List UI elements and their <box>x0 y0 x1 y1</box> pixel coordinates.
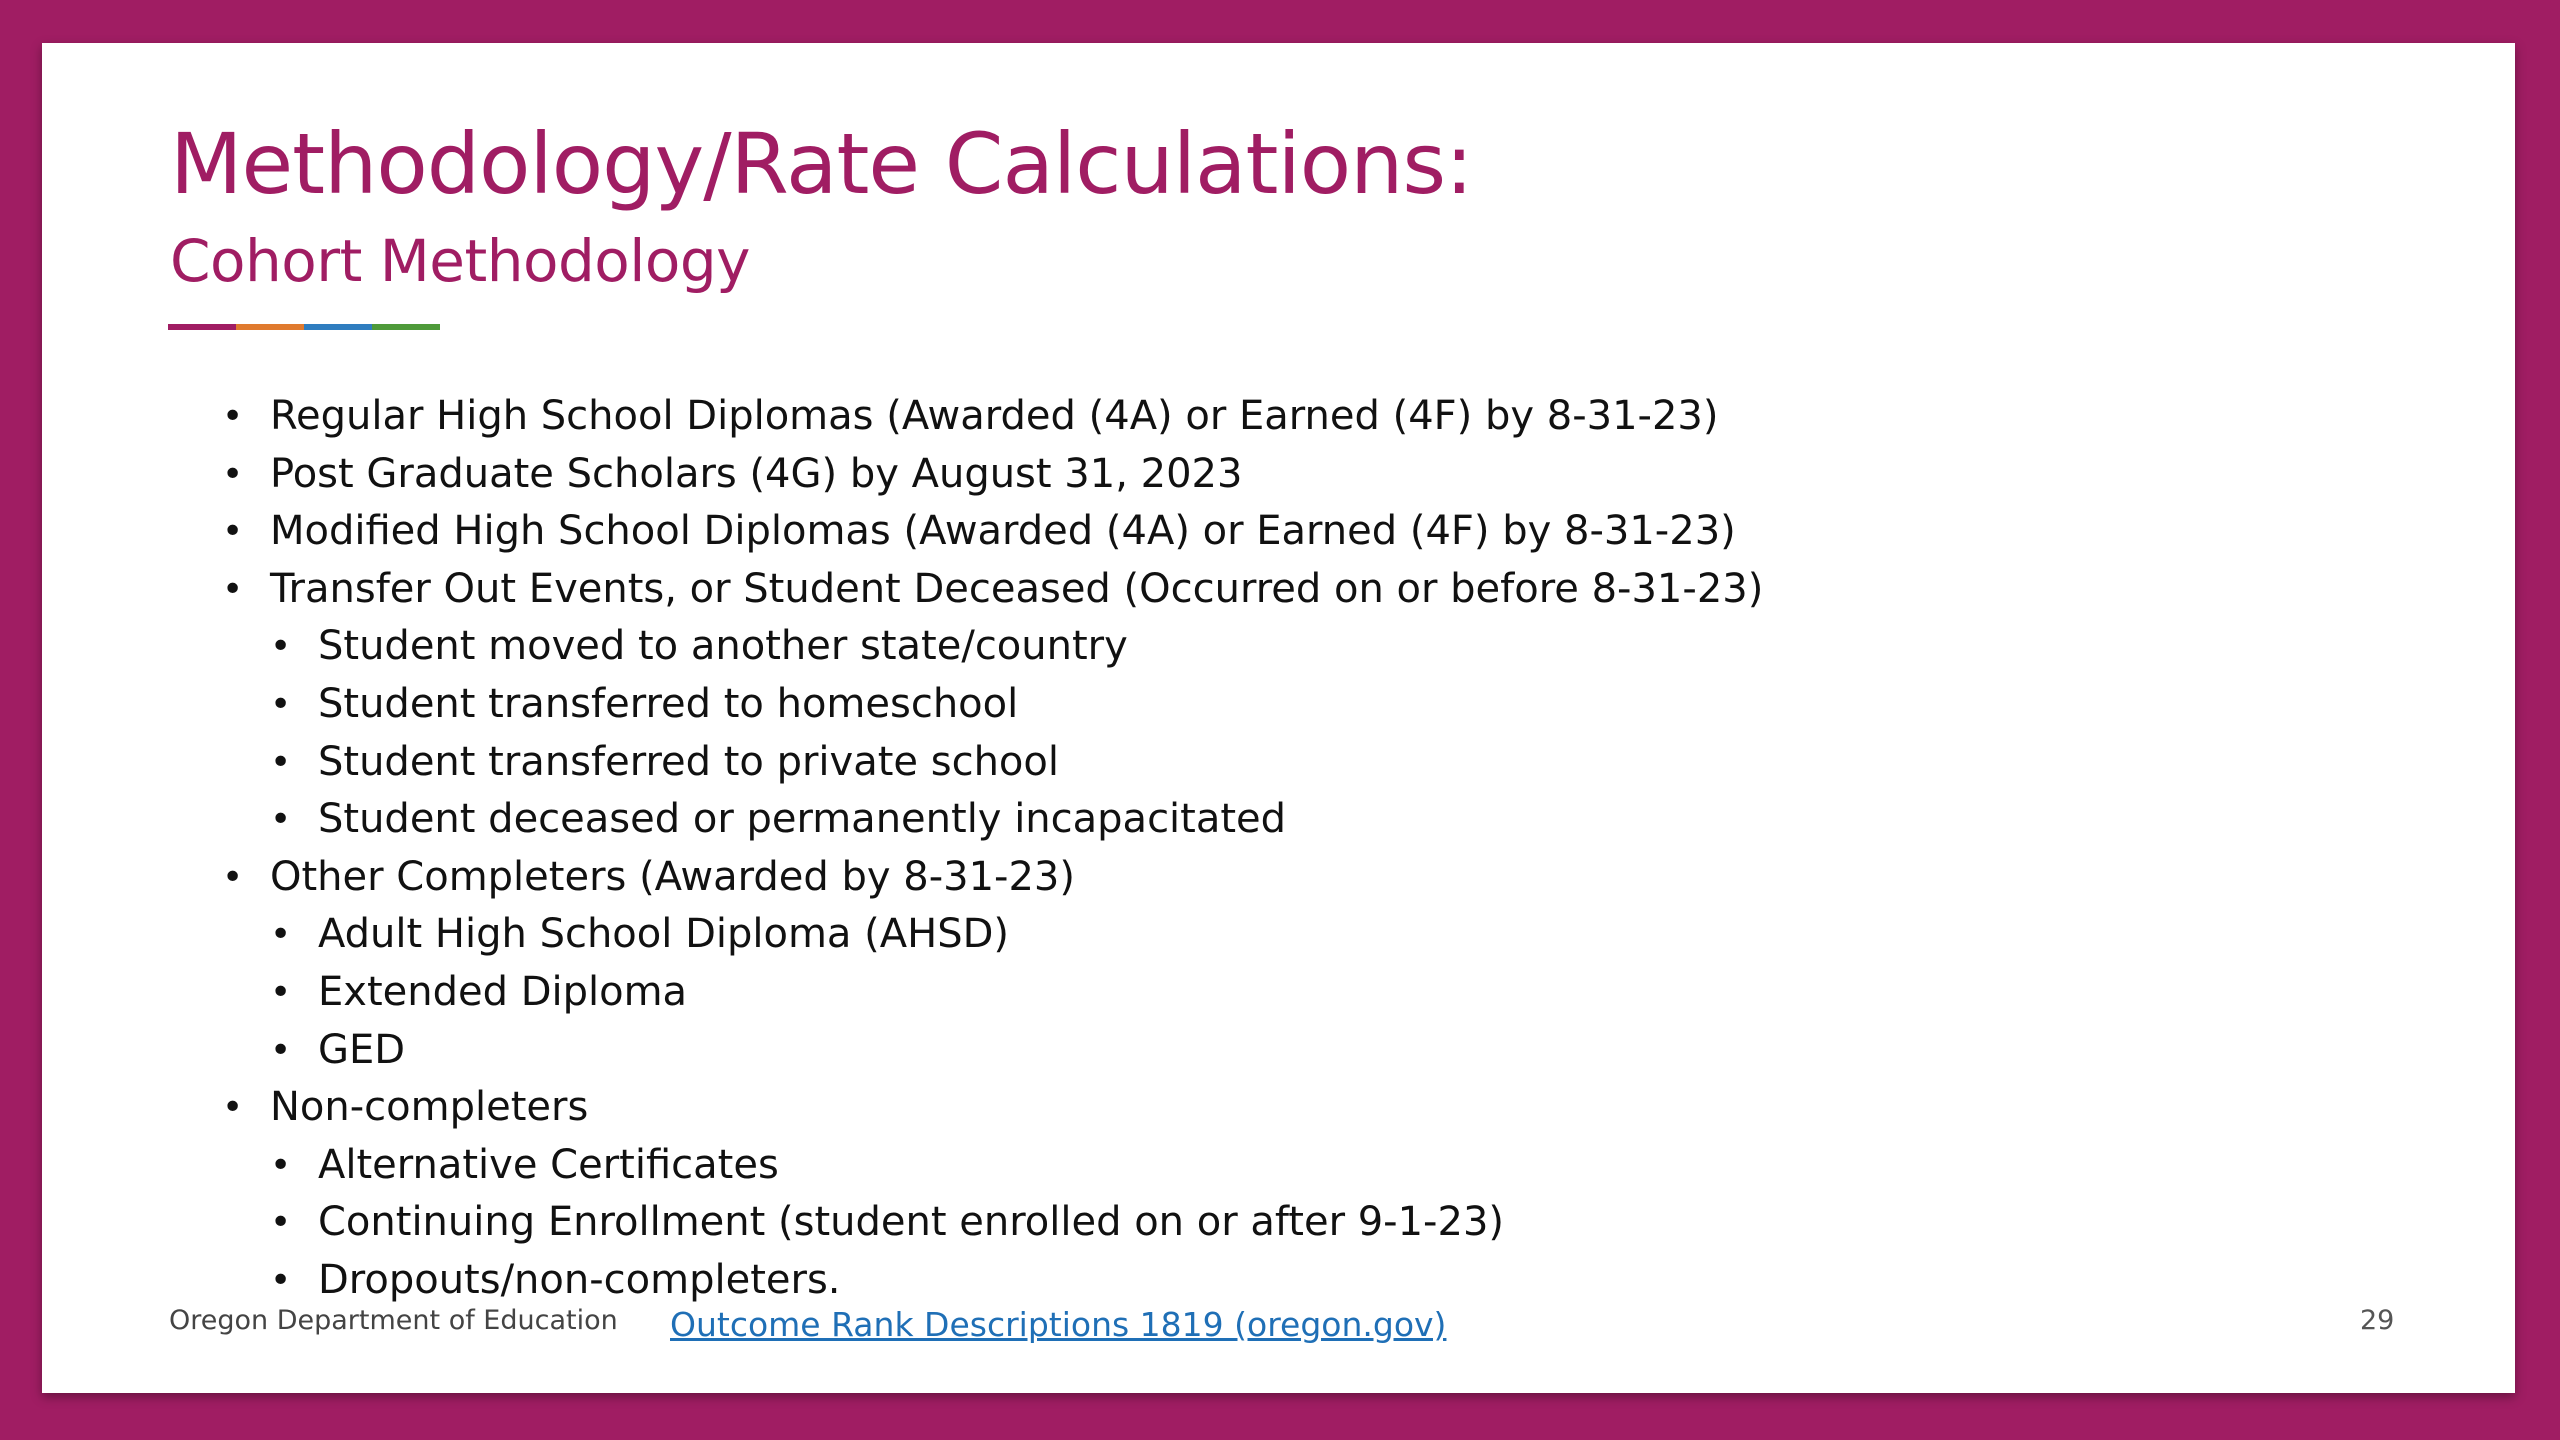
sub-bullet-item: • Adult High School Diploma (AHSD) <box>270 906 1763 964</box>
accent-segment-2 <box>236 324 304 330</box>
sub-bullet-item: • Student moved to another state/country <box>270 618 1763 676</box>
page-number: 29 <box>2360 1305 2395 1336</box>
sub-bullet-item: • Student deceased or permanently incapacitated <box>270 791 1763 849</box>
sub-bullet-item: • Dropouts/non-completers. <box>270 1252 1763 1310</box>
footer-organization: Oregon Department of Education <box>169 1305 618 1336</box>
footer-link[interactable]: Outcome Rank Descriptions 1819 (oregon.gov) <box>670 1305 1447 1344</box>
bullet-item: • Transfer Out Events, or Student Deceased (Occurred on or before 8-31-23) <box>222 561 1763 619</box>
bullet-list <box>222 388 1763 1310</box>
slide-title: Methodology/Rate Calculations: <box>170 115 1473 213</box>
accent-segment-3 <box>304 324 372 330</box>
sub-bullet-item: • Alternative Certificates <box>270 1137 1763 1195</box>
slide <box>42 43 2515 1393</box>
accent-segment-1 <box>168 324 236 330</box>
bullet-item: • Modified High School Diplomas (Awarded (4A) or Earned (4F) by 8-31-23) <box>222 503 1763 561</box>
bullet-item: • Regular High School Diplomas (Awarded (4A) or Earned (4F) by 8-31-23) <box>222 388 1763 446</box>
sub-bullet-item: • Continuing Enrollment (student enrolled on or after 9-1-23) <box>270 1194 1763 1252</box>
sub-bullet-item: • Student transferred to homeschool <box>270 676 1763 734</box>
title-accent-bar <box>168 324 440 330</box>
slide-subtitle: Cohort Methodology <box>170 227 751 295</box>
sub-bullet-item: • GED <box>270 1022 1763 1080</box>
accent-segment-4 <box>372 324 440 330</box>
sub-bullet-item: • Extended Diploma <box>270 964 1763 1022</box>
bullet-item: • Post Graduate Scholars (4G) by August 31, 2023 <box>222 446 1763 504</box>
bullet-item: • Other Completers (Awarded by 8-31-23) <box>222 849 1763 907</box>
sub-bullet-item: • Student transferred to private school <box>270 734 1763 792</box>
bullet-item: • Non-completers <box>222 1079 1763 1137</box>
